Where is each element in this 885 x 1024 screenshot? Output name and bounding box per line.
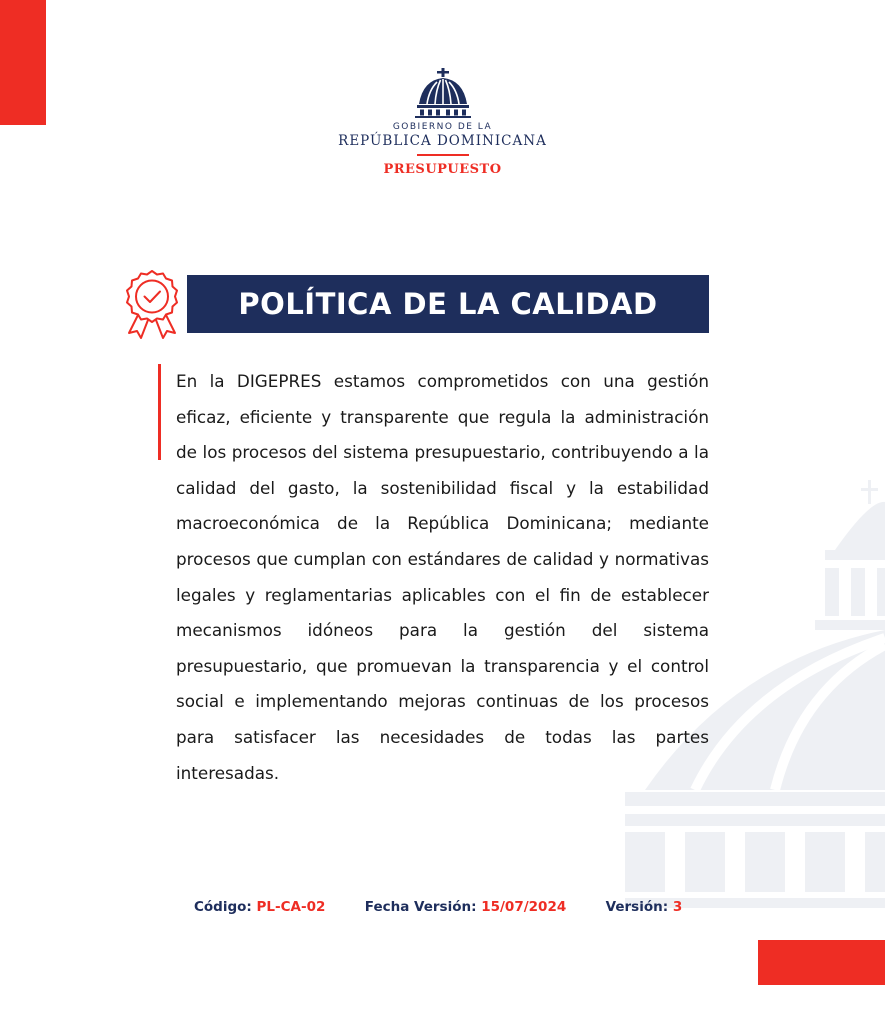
logo-line-gobierno: GOBIERNO DE LA bbox=[392, 122, 493, 132]
government-logo bbox=[0, 68, 885, 177]
national-palace-dome-icon bbox=[415, 68, 471, 118]
date-label: Fecha Versión: bbox=[364, 899, 477, 915]
version-label: Versión: bbox=[605, 899, 669, 915]
quality-badge-icon bbox=[121, 268, 183, 340]
page-title: POLÍTICA DE LA CALIDAD bbox=[187, 275, 709, 333]
accent-bar bbox=[158, 364, 161, 460]
policy-text: En la DIGEPRES estamos comprometidos con una gestión eficaz, eficiente y transparente que regula la administración de los procesos del sistema presupuestario, contribuyendo a la calidad del gasto, la sostenibilidad fiscal y la estabilidad macroeconómica de la República Dominicana; mediante procesos que cumplan con estándares de calidad y normativas legales y reglamentarias aplicables con el fin de establecer mecanismos idóneos para la gestión del sistema presupuestario, que promuevan la transparencia y el control social e implementando mejoras continuas de los procesos para satisfacer las necesidades de todas las partes interesadas. bbox=[176, 371, 709, 783]
document-footer bbox=[194, 899, 714, 915]
version-value: 3 bbox=[672, 899, 683, 915]
logo-line-presupuesto: PRESUPUESTO bbox=[383, 162, 502, 177]
logo-line-republica: REPÚBLICA DOMINICANA bbox=[338, 133, 547, 149]
date-value: 15/07/2024 bbox=[481, 899, 567, 915]
code-value: PL-CA-02 bbox=[256, 899, 326, 915]
logo-divider bbox=[417, 154, 469, 156]
red-corner-block-bottom bbox=[758, 940, 885, 985]
code-label: Código: bbox=[194, 899, 252, 915]
